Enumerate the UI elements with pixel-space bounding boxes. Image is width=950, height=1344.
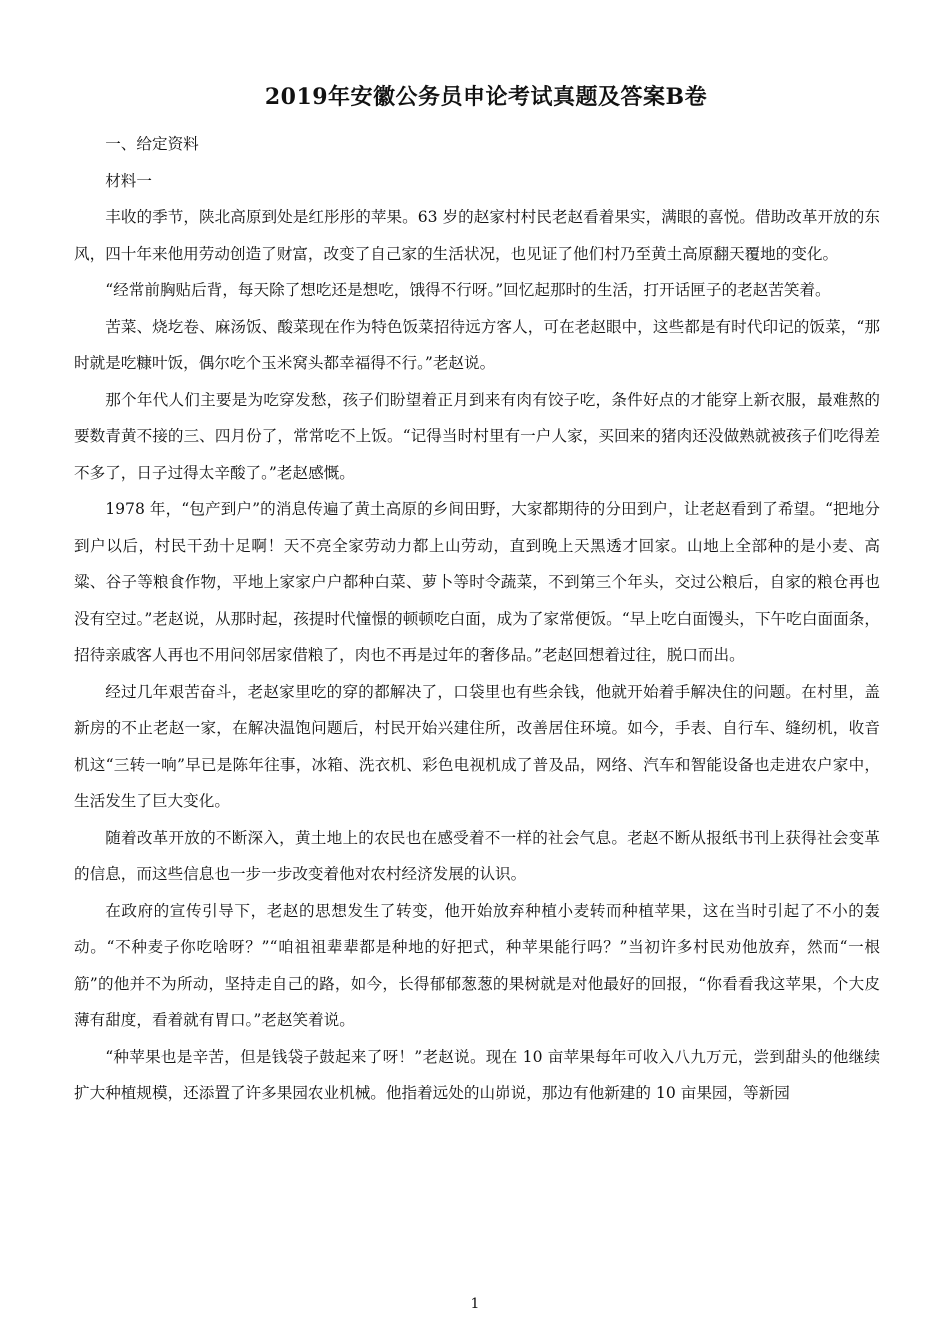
- paragraph: 丰收的季节，陕北高原到处是红彤彤的苹果。63 岁的赵家村村民老赵看着果实，满眼的喜悦。借助改革开放的东风，四十年来他用劳动创造了财富，改变了自己家的生活状况，也见证了他们村乃至黄土高原翻天覆地的变化。: [74, 208, 880, 263]
- paragraph: 经过几年艰苦奋斗，老赵家里吃的穿的都解决了，口袋里也有些余钱，他就开始着手解决住的问题。在村里，盖新房的不止老赵一家，在解决温饱问题后，村民开始兴建住所，改善居住环境。如今，手表、自行车、缝纫机，收音机这“三转一响”早已是陈年往事，冰箱、洗衣机、彩色电视机成了普及品，网络、汽车和智能设备也走进农户家中，生活发生了巨大变化。: [74, 682, 880, 810]
- section-heading: 一、给定资料: [105, 135, 199, 153]
- paragraph: 1978 年，“包产到户”的消息传遍了黄土高原的乡间田野，大家都期待的分田到户，让老赵看到了希望。“把地分到户以后，村民干劲十足啊！天不亮全家劳动力都上山劳动，直到晚上天黑透才回家。山地上全部种的是小麦、高粱、谷子等粮食作物，平地上家家户户都种白菜、萝卜等时令蔬菜，不到第三个年头，交过公粮后，自家的粮仓再也没有空过。”老赵说，从那时起，孩提时代憧憬的顿顿吃白面，成为了家常便饭。“早上吃白面馒头，下午吃白面面条，招待亲戚客人再也不用问邻居家借粮了，肉也不再是过年的奢侈品。”老赵回想着过往，脱口而出。: [74, 500, 880, 664]
- page-number: 1: [470, 1296, 480, 1312]
- document-title: 2019年安徽公务员申论考试真题及答案B卷: [264, 84, 708, 110]
- paragraph: “种苹果也是辛苦，但是钱袋子鼓起来了呀！”老赵说。现在 10 亩苹果每年可收入八九万元，尝到甜头的他继续扩大种植规模，还添置了许多果园农业机械。他指着远处的山峁说，那边有他新建的 10 亩果园，等新园: [74, 1047, 880, 1102]
- paragraph: 随着改革开放的不断深入，黄土地上的农民也在感受着不一样的社会气息。老赵不断从报纸书刊上获得社会变革的信息，而这些信息也一步一步改变着他对农村经济发展的认识。: [74, 828, 880, 883]
- document-page: [74, 80, 880, 1112]
- paragraph: 苦菜、烧圪卷、麻汤饭、酸菜现在作为特色饭菜招待远方客人，可在老赵眼中，这些都是有时代印记的饭菜，“那时就是吃糠叶饭，偶尔吃个玉米窝头都幸福得不行。”老赵说。: [74, 317, 880, 372]
- paragraph: 在政府的宣传引导下，老赵的思想发生了转变，他开始放弃种植小麦转而种植苹果，这在当时引起了不小的轰动。“不种麦子你吃啥呀？”“咱祖祖辈辈都是种地的好把式，种苹果能行吗？”当初许多村民劝他放弃，然而“一根筋”的他并不为所动，坚持走自己的路，如今，长得郁郁葱葱的果树就是对他最好的回报，“你看看我这苹果，个大皮薄有甜度，看着就有胃口。”老赵笑着说。: [74, 901, 880, 1029]
- paragraph: 那个年代人们主要是为吃穿发愁，孩子们盼望着正月到来有肉有饺子吃，条件好点的才能穿上新衣服，最难熬的要数青黄不接的三、四月份了，常常吃不上饭。“记得当时村里有一户人家，买回来的猪肉还没做熟就被孩子们吃得差不多了，日子过得太辛酸了。”老赵感慨。: [74, 390, 880, 482]
- paragraph: “经常前胸贴后背，每天除了想吃还是想吃，饿得不行呀。”回忆起那时的生活，打开话匣子的老赵苦笑着。: [105, 281, 831, 299]
- material-heading: 材料一: [105, 171, 152, 190]
